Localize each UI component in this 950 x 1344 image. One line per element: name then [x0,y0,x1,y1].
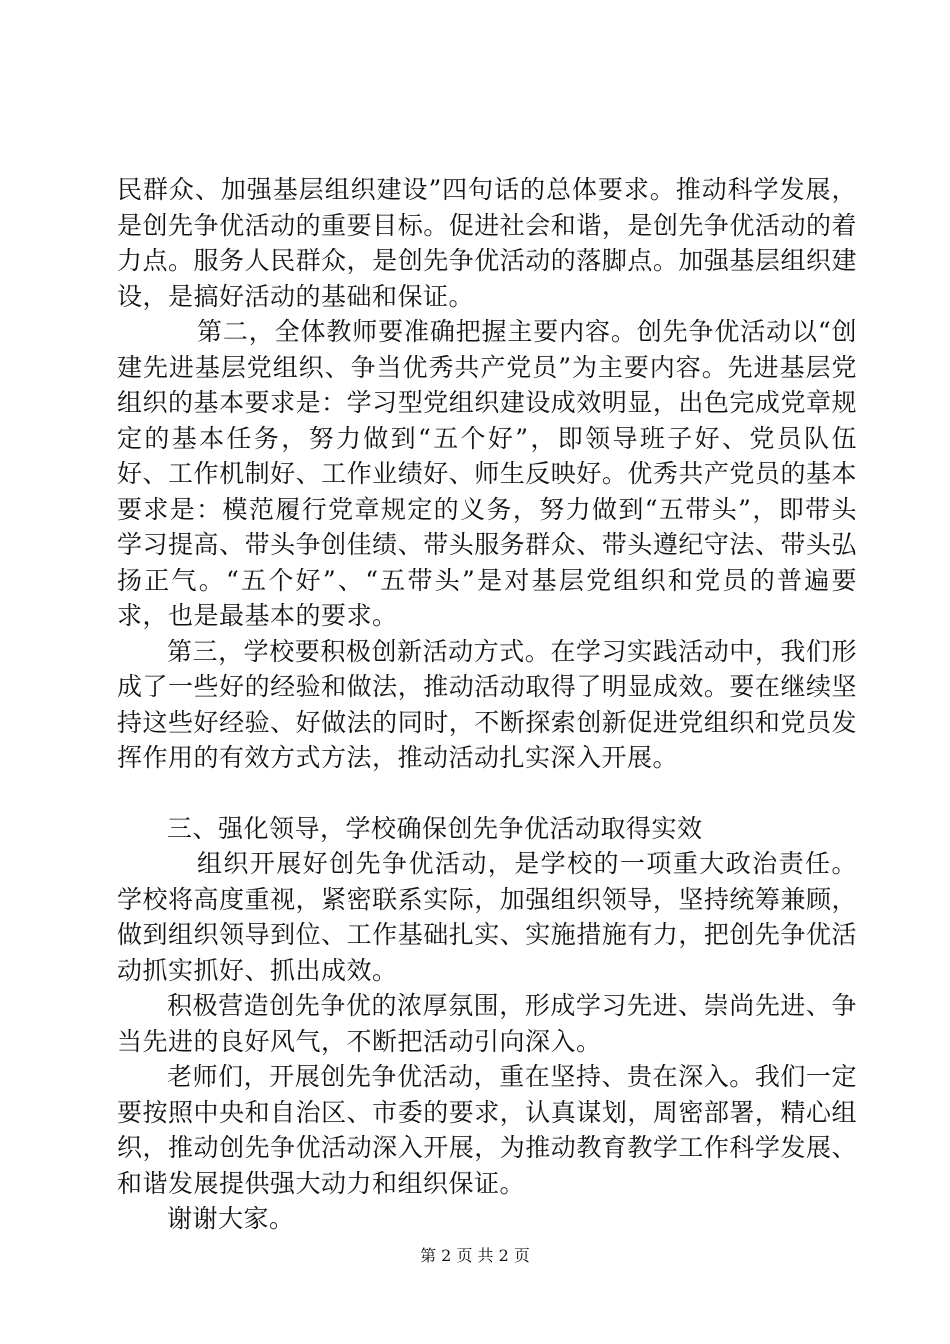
paragraph-closing: 老师们，开展创先争优活动，重在坚持、贵在深入。我们一定要按照中央和自治区、市委的要求，认真谋划，周密部署，精心组织，推动创先争优活动深入开展，为推动教育教学工作科学发展、和谐发展提供强大动力和组织保证。 [117,1062,857,1198]
paragraph-responsibility: 组织开展好创先争优活动，是学校的一项重大政治责任。学校将高度重视，紧密联系实际，加强组织领导，坚持统筹兼顾，做到组织领导到位、工作基础扎实、实施措施有力，把创先争优活动抓实抓好、抓出成效。 [117,849,857,985]
page-number-footer: 第 2 页 共 2 页 [420,1246,530,1265]
paragraph-point-two: 第二，全体教师要准确把握主要内容。创先争优活动以“创建先进基层党组织、争当优秀共产党员”为主要内容。先进基层党组织的基本要求是：学习型党组织建设成效明显，出色完成党章规定的基本任务，努力做到“五个好”，即领导班子好、党员队伍好、工作机制好、工作业绩好、师生反映好。优秀共产党员的基本要求是：模范履行党章规定的义务，努力做到“五带头”，即带头学习提高、带头争创佳绩、带头服务群众、带头遵纪守法、带头弘扬正气。“五个好”、“五带头”是对基层党组织和党员的普遍要求，也是最基本的要求。 [117,317,857,630]
section-heading-three: 三、强化领导，学校确保创先争优活动取得实效 [167,813,703,843]
paragraph-atmosphere: 积极营造创先争优的浓厚氛围，形成学习先进、崇尚先进、争当先进的良好风气，不断把活动引向深入。 [117,991,857,1056]
paragraph-point-three: 第三，学校要积极创新活动方式。在学习实践活动中，我们形成了一些好的经验和做法，推动活动取得了明显成效。要在继续坚持这些好经验、好做法的同时，不断探索创新促进党组织和党员发挥作用的有效方式方法，推动活动扎实深入开展。 [117,636,857,772]
document-body [117,172,857,1237]
paragraph-thanks: 谢谢大家。 [167,1204,295,1233]
paragraph-continuation: 民群众、加强基层组织建设”四句话的总体要求。推动科学发展，是创先争优活动的重要目标。促进社会和谐，是创先争优活动的着力点。服务人民群众，是创先争优活动的落脚点。加强基层组织建设，是搞好活动的基础和保证。 [117,175,857,311]
